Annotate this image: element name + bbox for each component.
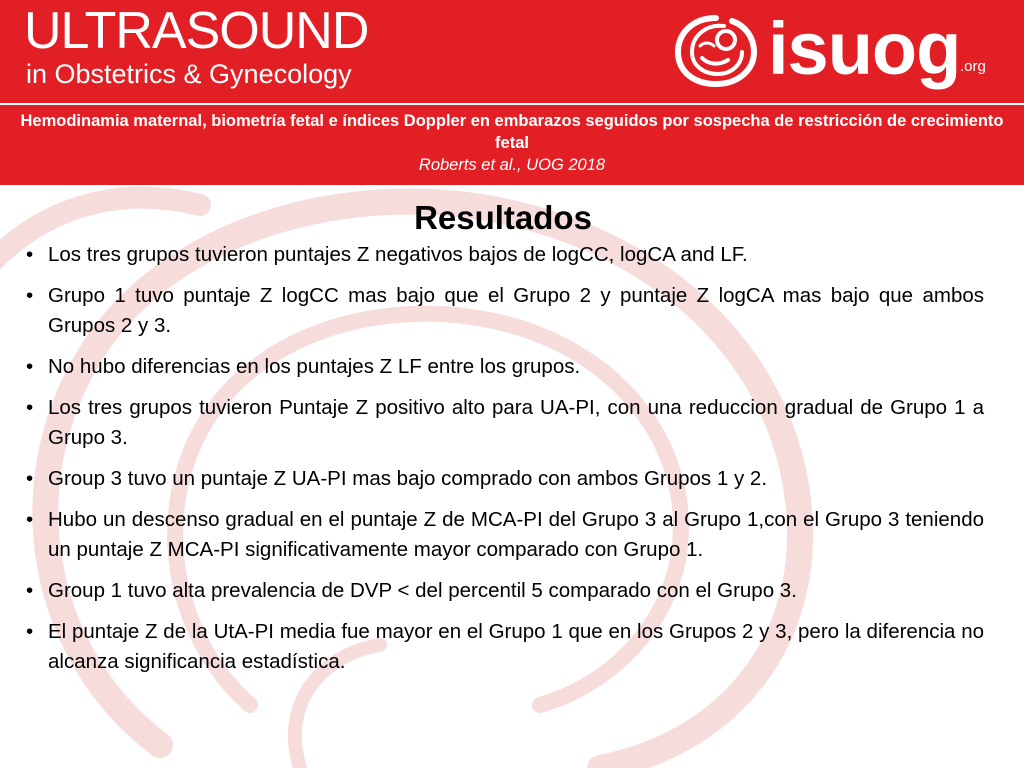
list-item-text: Hubo un descenso gradual en el puntaje Z de MCA-PI del Grupo 3 al Grupo 1,con el Grupo 3 teniendo un puntaje Z MCA-PI significativamente mayor comparado con Grupo 1. <box>48 508 984 561</box>
list-item <box>22 352 984 382</box>
list-item <box>22 240 984 270</box>
list-item <box>22 505 984 565</box>
bullet-marker: • <box>26 467 34 490</box>
bullet-marker: • <box>26 396 34 419</box>
banner-title: Hemodinamia maternal, biometría fetal e índices Doppler en embarazos seguidos por sospecha de restricción de crecimiento fetal <box>20 112 1004 152</box>
list-item-text: No hubo diferencias en los puntajes Z LF entre los grupos. <box>48 355 581 378</box>
journal-title: ULTRASOUND <box>24 2 369 60</box>
logo-suffix: .org <box>960 58 986 75</box>
bullet-marker: • <box>26 284 34 307</box>
list-item <box>22 617 984 677</box>
bullet-marker: • <box>26 243 34 266</box>
bullet-marker: • <box>26 620 34 643</box>
list-item <box>22 281 984 341</box>
banner-citation: Roberts et al., UOG 2018 <box>418 156 606 174</box>
list-item <box>22 393 984 453</box>
list-item <box>22 464 984 494</box>
list-item-text: El puntaje Z de la UtA-PI media fue mayor en el Grupo 1 que en los Grupos 2 y 3, pero la diferencia no alcanza significancia estadística. <box>48 620 984 673</box>
list-item-text: Los tres grupos tuvieron Puntaje Z positivo alto para UA-PI, con una reduccion gradual de Grupo 1 a Grupo 3. <box>48 396 984 449</box>
list-item-text: Group 1 tuvo alta prevalencia de DVP < del percentil 5 comparado con el Grupo 3. <box>48 579 797 602</box>
fetus-logo-icon <box>672 12 760 92</box>
header-divider <box>0 103 1024 105</box>
list-item-text: Group 3 tuvo un puntaje Z UA-PI mas bajo comprado con ambos Grupos 1 y 2. <box>48 467 768 490</box>
journal-subtitle: in Obstetrics & Gynecology <box>26 59 352 89</box>
list-item-text: Grupo 1 tuvo puntaje Z logCC mas bajo que el Grupo 2 y puntaje Z logCA mas bajo que ambos Grupos 2 y 3. <box>48 284 984 337</box>
section-title: Resultados <box>414 199 592 236</box>
list-item <box>22 576 984 606</box>
list-item-text: Los tres grupos tuvieron puntajes Z negativos bajos de logCC, logCA and LF. <box>48 243 748 266</box>
bullet-marker: • <box>26 355 34 378</box>
logo-text: isuog <box>768 7 961 90</box>
bullet-marker: • <box>26 508 34 531</box>
content-area <box>22 196 984 688</box>
results-list <box>22 240 984 677</box>
bullet-marker: • <box>26 579 34 602</box>
isuog-logo <box>672 6 1012 96</box>
header-bar <box>0 0 1024 185</box>
banner <box>20 110 1004 176</box>
